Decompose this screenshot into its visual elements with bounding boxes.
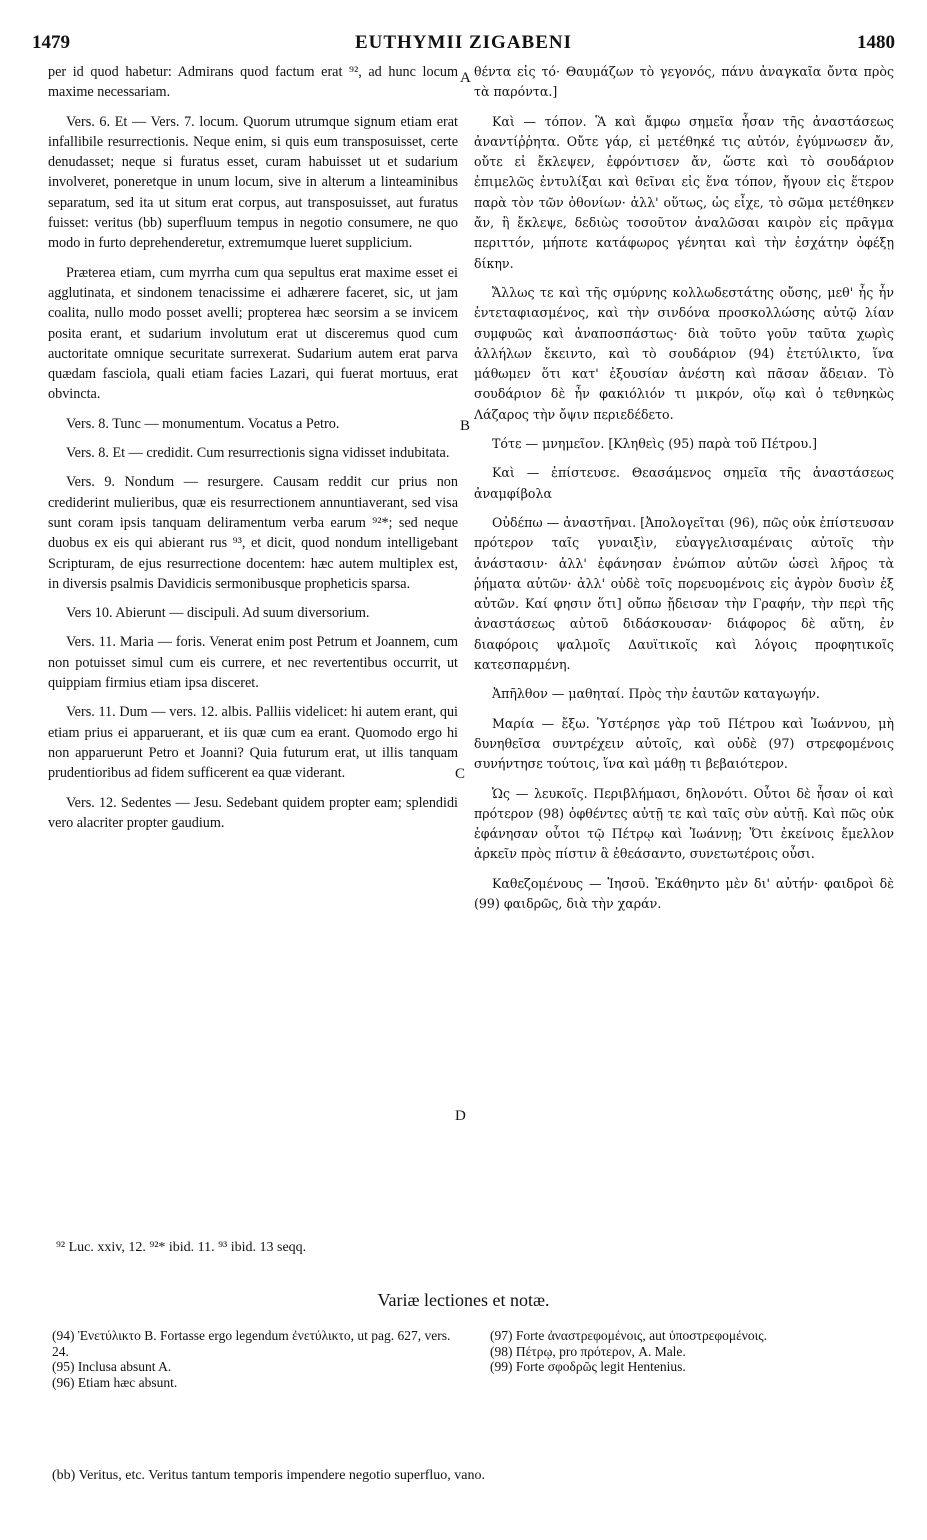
footnote-references: ⁹² Luc. xxiv, 12. ⁹²* ibid. 11. ⁹³ ibid. 13 seqq. [56, 1240, 307, 1255]
section-marker-a: A [460, 70, 471, 86]
note-item: (98) Πέτρῳ, pro πρότερον, A. Male. [490, 1343, 686, 1359]
greek-para: Καθεζομένους — Ἰησοῦ. Ἐκάθηντο μὲν δι' αὐτήν· φαιδροὶ δὲ (99) φαιδρῶς, διὰ τὴν χαράν. [474, 875, 894, 911]
greek-para: θέντα εἰς τό· Θαυμάζων τὸ γεγονός, πάνυ ἀναγκαῖα ὄντα πρὸς τὰ παρόντα.] [474, 64, 894, 100]
section-marker-b: B [460, 418, 471, 434]
notes-right [490, 1328, 890, 1375]
latin-para: Vers. 12. Sedentes — Jesu. Sedebant quidem propter eam; splendidi vero alacriter propter gaudium. [48, 794, 458, 831]
greek-para: Καὶ — τόπον. Ἃ καὶ ἄμφω σημεῖα ἦσαν τῆς ἀναστάσεως ἀναντίῤῥητα. Οὔτε γάρ, εἰ μετέθηκέ τις αὐτόν, ἐγύμνωσεν ἄν, οὔτε εἰ ἔκλεψεν, ἐφρόντισεν ἄν, ὥστε καὶ τὸ σουδάριον ἐπιμελῶς ἐντυλίξαι καὶ θεῖναι εἰς ἕνα τόπον, ἤγουν εἰς ἕτερον παρὰ τὸν τῶν ὀθονίων· ἀλλ' οὕτως, ὡς εἶχε, τὸ σῶμα μετέθηκεν ἄν, ἢ ἔκλεψε, δεδιὼς τοσοῦτον ἀναλῶσαι καιρὸν εἰς πρᾶγμα περιττόν, μήποτε κατάφωρος γένηται καὶ τὴν ἐσχάτην ὀφέξῃ δίκην. [474, 113, 894, 271]
latin-para: Vers 10. Abierunt — discipuli. Ad suum diversorium. [66, 605, 370, 622]
notes-left [52, 1328, 462, 1390]
section-marker-d: D [455, 1108, 466, 1124]
greek-para: Μαρία — ἔξω. Ὑστέρησε γὰρ τοῦ Πέτρου καὶ Ἰωάννου, μὴ δυνηθεῖσα συντρέχειν αὐτοῖς, καὶ οὐδὲ (97) στρεφομένοις συνήντησε τούτοις, ἵνα καὶ μάθῃ τι βεβαιότερον. [474, 715, 894, 772]
greek-para: Τότε — μνημεῖον. [Κληθεὶς (95) παρὰ τοῦ Πέτρου.] [492, 436, 818, 452]
greek-column [474, 62, 894, 923]
running-header [30, 32, 897, 58]
variae-lectiones-title: Variæ lectiones et notæ. [377, 1290, 550, 1310]
greek-para: Καὶ — ἐπίστευσε. Θεασάμενος σημεῖα τῆς ἀναστάσεως ἀναμφίβολα [474, 465, 894, 501]
greek-para: Οὐδέπω — ἀναστῆναι. [Ἀπολογεῖται (96), πῶς οὐκ ἐπίστευσαν πρότερον ταῖς γυναιξὶν, εὐαγγελισαμέναις αὐτοῖς τὴν ἀνάστασιν· ἀλλ' ἐφάνησαν ἐνώπιον αὐτῶν ὡσεὶ λῆρος τὰ ῥήματα αὐτῶν· ἀλλ' οὐδὲ τοῖς πορευομένοις εἰς ἀγρὸν δυσὶν ἐξ αὐτῶν. Καί φησιν ὅτι] οὔπω ᾔδεισαν τὴν Γραφήν, τὴν περὶ τῆς ἀναστάσεως αὐτοῦ διδάσκουσαν· διάφορος δὲ αὕτη, ἐν διαφόροις ψαλμοῖς Δαυϊτικοῖς καὶ λόγοις προφητικοῖς κατεσπαρμένη. [474, 514, 894, 673]
latin-para: Præterea etiam, cum myrrha cum qua sepultus erat maxime esset ei agglutinata, et sindonem tenacissime ei adhærere faceret, sic, ut jam coalita, nullo modo posset avelli; propterea hæc seorsim a se invicem posita erant, et sudarium involutum erat ut disceremus quod cum auctoritate omnique securitate surrexerat. Sudarium autem erat parva quædam fasciola, quali etiam facies Lazari, qui fuerat mortuus, erat obvincta. [48, 264, 458, 403]
note-item: (96) Etiam hæc absunt. [52, 1374, 178, 1390]
note-bb: (bb) Veritus, etc. Veritus tantum temporis impendere negotio superfluo, vano. [52, 1468, 486, 1483]
note-item: (97) Forte ἀναστρεφομένοις, aut ὑποστρεφομένοις. [490, 1328, 768, 1343]
greek-para: Ἀπῆλθον — μαθηταί. Πρὸς τὴν ἑαυτῶν καταγωγήν. [492, 686, 820, 702]
running-title: EUTHYMII ZIGABENI [354, 32, 573, 53]
note-item: (94) Ἐνετύλικτο B. Fortasse ergo legendum ἐνετύλικτο, ut pag. 627, vers. 24. [52, 1328, 451, 1359]
latin-para: per id quod habetur: Admirans quod factum erat ⁹², ad hunc locum maxime necessariam. [48, 64, 458, 101]
latin-para: Vers. 8. Et — credidit. Cum resurrectionis signa vidisset indubitata. [66, 445, 450, 462]
note-item: (99) Forte σφοδρῶς legit Hentenius. [490, 1359, 686, 1374]
latin-para: Vers. 8. Tunc — monumentum. Vocatus a Petro. [66, 415, 340, 432]
section-marker-c: C [455, 766, 466, 782]
page-number-left: 1479 [32, 32, 70, 53]
latin-para: Vers. 11. Maria — foris. Venerat enim post Petrum et Joannem, cum non potuisset simul cum eis currere, et nec revertentibus occurrit, ut quippiam firmius etiam ipsa disceret. [48, 634, 458, 692]
note-item: (95) Inclusa absunt A. [52, 1359, 172, 1374]
latin-column [48, 62, 458, 842]
latin-para: Vers. 11. Dum — vers. 12. albis. Palliis videlicet: hi autem erant, qui etiam prius ei apparuerant, et iis quæ cum ea erant. Quomodo ergo hi non apparuerunt Petro et Joanni? Quia futurum erat, ut illis tanquam prudentioribus ad fidem sufficerent ea quæ viderant. [48, 704, 458, 782]
greek-para: Ὡς — λευκοῖς. Περιβλήμασι, δηλονότι. Οὗτοι δὲ ἦσαν οἱ καὶ πρότερον (98) ὀφθέντες αὐτῇ τε καὶ ταῖς σὺν αὐτῇ. Καὶ πῶς οὐκ ἐφάνησαν οὗτοι τῷ Πέτρῳ καὶ Ἰωάννῃ; Ὅτι ἐκείνοις ἔμελλον ἀρκεῖν πρὸς πίστιν ἃ ἐθεάσαντο, συνετωτέροις οὖσι. [474, 785, 894, 862]
latin-para: Vers. 6. Et — Vers. 7. locum. Quorum utrumque signum etiam erat infallibile resurrectionis. Neque enim, si quis eum transposuisset, certe denudasset; neque si furatus esset, curam habuisset ut et sudarium involveret, poneretque in unum locum, sive in alterum a linteaminibus separatum, sed ita ut situm erat corpus, aut transposuisset, aut furatus fuisset: veritus (bb) superfluum tempus in negotio consumere, ne quo modo in furto deprehenderetur, extremumque lueret supplicium. [48, 113, 458, 252]
greek-para: Ἄλλως τε καὶ τῆς σμύρνης κολλωδεστάτης οὔσης, μεθ' ἧς ἦν ἐντεταφιασμένος, καὶ τὴν σινδόνα προσκολλώσης αὐτῷ λίαν συμφυῶς καὶ ἀναποσπάστως· διὰ τοῦτο γοῦν ταῦτα χωρὶς ἀλλήλων ἔκειντο, καὶ τὸ σουδάριον (94) ἐτετύλικτο, ἵνα μάθωμεν ὅτι κατ' ἐξουσίαν ἀνέστη καὶ πᾶσαν ἄδειαν. Τὸ σουδάριον δὲ ἦν φακιόλιόν τι μικρόν, οἵῳ καὶ ὁ τεθνηκὼς Λάζαρος τὴν ὄψιν περιεδέδετο. [474, 284, 894, 422]
page-number-right: 1480 [857, 32, 895, 53]
latin-para: Vers. 9. Nondum — resurgere. Causam reddit cur prius non crediderint mulieribus, quæ eis resurrectionem annuntiaverant, sed visa sunt coram ipsis tanquam deliramentum verba earum ⁹²*; sed neque duobus ex eis qui abierant rus ⁹³, et dicit, quod nondum intelligebant Scripturam, de ejus resurrectione docentem: hæc autem multiplex est, in diversis psalmis Davidicis sermonibusque propheticis sparsa. [48, 474, 458, 592]
